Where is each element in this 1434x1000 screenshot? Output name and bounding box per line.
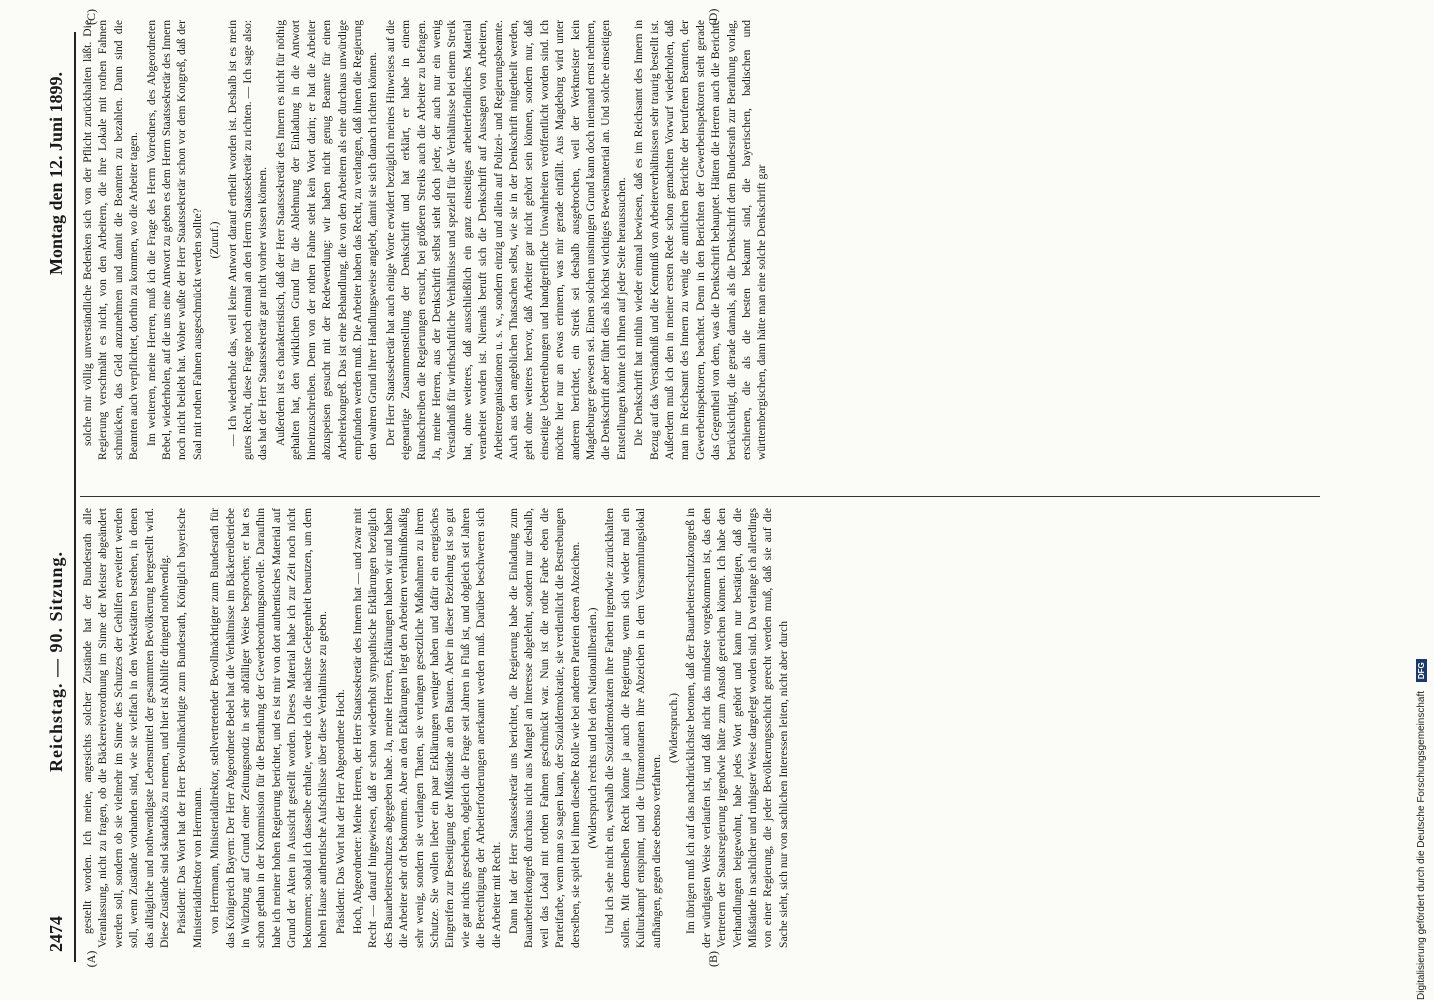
paragraph: Präsident: Das Wort hat der Herr Bevollmächtigte zum Bundesrath, Königlich bayerische Ministerialdirektor von Herrmann. (175, 508, 204, 948)
paragraph: gestellt worden. Ich meine, angesichts solcher Zustände hat der Bundesrath alle Veranlassung, nicht zu fragen, ob die Bäckereiverordnung im Sinne der Meister abgeändert werden soll, sondern ob sie vielmehr im Sinne des Schutzes der Gehilfen erweitert werden soll, wenn Zustände vorhanden sind, wie sie vielfach in den Werkstätten bestehen, in denen das alltägliche und nothwendigste Lebensmittel der gesammten Bevölkerung hergestellt wird. Diese Zustände sind skandalös zu nennen, und hier ist Abhilfe dringend nothwendig. (81, 508, 172, 948)
paragraph: — Ich wiederhole das, weil keine Antwort darauf ertheilt worden ist. Deshalb ist es mein gutes Recht, diese Frage noch einmal an den Herrn Staatssekretär zu richten. — Ich sage also: das hat der Herr Staatssekretär gar nicht vorher wissen können. (225, 20, 270, 460)
paragraph: Und ich sehe nicht ein, weshalb die Sozialdemokraten ihre Farben irgendwie zurückhalten sollen. Mit demselben Recht könnte ja auch die Regierung, wenn sich wieder mal ein Kulturkampf entspinnt, und die Ultramontanen ihre Abzeichen in dem Versammlungslokal aufhängen, gegen diese ebenso verfahren. (603, 508, 663, 948)
column-divider (80, 496, 1320, 497)
paragraph: (Zuruf.) (208, 221, 222, 259)
right-column (80, 20, 1320, 460)
margin-marker-a: (A) (84, 950, 98, 968)
header-rule (74, 32, 76, 962)
paragraph: Dann hat der Herr Staatssekretär uns berichtet, die Regierung habe die Einladung zum Bauarbeiterkongreß durchaus nicht aus Mangel an Interesse abgelehnt, sondern nur deshalb, weil das Lokal mit rothen Fahnen geschmückt war. Nun ist die rothe Farbe eben die Parteifarbe, wenn man so sagen kann, der Sozialdemokratie, sie verdienlicht die Bestrebungen derselben, sie spielt bei ihnen dieselbe Rolle wie bei anderen Parteien deren Abzeichen. (506, 508, 582, 948)
dfg-logo: DFG (1416, 659, 1427, 682)
running-header (44, 32, 70, 962)
paragraph: Außerdem ist es charakteristisch, daß der Herr Staatssekretär des Innern es nicht für nöthig gehalten hat, den wirklichen Grund für die Ablehnung der Einladung in die Antwort hineinzuschreiben. Denn von der rothen Fahne steht kein Wort darin; er hat die Arbeiter abzuspeisen gesucht mit der Redewendung: wir haben nicht genug Beamte für einen Arbeiterkongreß. Das ist eine Behandlung, die von den Arbeitern als eine durchaus unwürdige empfunden werden muß. Die Arbeiter haben das Recht, zu verlangen, daß ihnen die Regierung den wahren Grund ihrer Handlungsweise angiebt, damit sie sich danach richten können. (273, 20, 380, 460)
paragraph: von Herrmann, Ministerialdirektor, stellvertretender Bevollmächtigter zum Bundesrath für das Königreich Bayern: Der Herr Abgeordnete Bebel hat die Verhältnisse im Bäckereibetriebe in Würzburg auf Grund einer Zeitungsnotiz in sehr abfälliger Weise besprochen; er hat es schon gethan in der Kommission für die Berathung der Gewerbeordnungsnovelle. Daraufhin habe ich meiner hohen Regierung berichtet, und es ist mir von dort authentisches Material auf Grund der Akten in Aussicht gestellt worden. Dieses Material habe ich zur Zeit noch nicht bekommen; sobald ich dasselbe erhalte, werde ich die nächste Gelegenheit benutzen, um dem hohen Hause authentische Aufschlüsse über diese Verhältnisse zu geben. (208, 508, 330, 948)
margin-marker-d: (D) (706, 8, 720, 26)
paragraph: Der Herr Staatssekretär hat auch einige Worte erwidert bezüglich meines Hinweises auf die eigenartige Zusammenstellung der Denkschrift und hat erklärt, er habe in einem Rundschreiben die Regierungen ersucht, bei größeren Streiks auch die Arbeiter zu befragen. Ja, meine Herren, aus der Denkschrift selbst sieht doch jeder, der auch nur ein wenig Verständniß für wirthschaftliche Verhältnisse und speziell für die Verhältnisse bei einem Streik hat, ohne weiteres, daß ausschließlich ein ganz einseitiges arbeiterfeindliches Material verarbeitet worden ist. Niemals beruft sich die Denkschrift auf Aussagen von Arbeitern, Arbeiterorganisationen u. s. w., sondern einzig und allein auf Polizei- und Regierungsbeamte. Auch aus den angeblichen Thatsachen selbst, wie sie in der Denkschrift mitgetheilt werden, geht ohne weiteres hervor, daß Arbeiter gar nicht gehört sein können, sondern nur, daß einseitige Uebertreibungen und handgreifliche Unwahrheiten veröffentlicht worden sind. Ich möchte hier nur an etwas erinnern, was mir gerade einfällt. Aus Magdeburg wird unter anderem berichtet, ein Streik sei deshalb ausgebrochen, weil der Werkmeister kein Magdeburger gewesen sei. Einen solchen unsinnigen Grund kann doch niemand ernst nehmen, die Denkschrift aber führt dies als höchst wichtiges Beweismaterial an. Und solche einseitigen Entstellungen könnte ich Ihnen auf jeder Seite heraussuchen. (383, 20, 628, 460)
paragraph: Präsident: Das Wort hat der Herr Abgeordnete Hoch. (333, 689, 347, 934)
session-title: Reichstag. — 90. Sitzung. (46, 550, 66, 772)
paragraph: Im weiteren, meine Herren, muß ich die Frage des Herrn Vorredners, des Abgeordneten Bebel, wiederholen, auf die uns eine Antwort zu geben es dem Herrn Staatssekretär des Innern noch nicht beliebt hat. Woher wußte der Herr Staatssekretär schon vor dem Kongreß, daß der Saal mit rothen Fahnen ausgeschmückt werden sollte? (144, 20, 204, 460)
paragraph: (Widerspruch rechts und bei den Nationalliberalen.) (586, 607, 599, 849)
margin-marker-c: (C) (84, 9, 98, 25)
digitization-note (1416, 10, 1432, 1000)
paragraph: (Widerspruch.) (667, 692, 681, 764)
paragraph: Im übrigen muß ich auf das nachdrücklichste betonen, daß der Bauarbeiterschutzkongreß in der würdigsten Weise verlaufen ist, und daß nicht das mindeste vorgekommen ist, das den Vertretern der Staatsregierung irgendwie hätte zum Anstoß gereichen können. Ich habe den Verhandlungen beigewohnt, habe jedes Wort gehört und kann nur bestätigen, daß die Mißstände in sachlicher und ruhigster Weise dargelegt worden sind. Da verlange ich allerdings von einer Regierung, die jeder Bevölkerungsschicht gerecht werden muß, daß sie auf die Sache sieht, sich nur von sachlichen Interessen leiten, nicht aber durch (684, 508, 790, 948)
digitization-credit: Digitalisierung gefördert durch die Deutsche Forschungsgemeinschaft (1416, 690, 1427, 1000)
page-number: 2474 (46, 916, 66, 952)
session-date: Montag den 12. Juni 1899. (46, 72, 66, 276)
paragraph: solche mir völlig unverständliche Bedenken sich von der Pflicht zurückhalten läßt. Die Regierung verschmäht es nicht, von den Arbeitern, die ihre Lokale mit rothen Fahnen schmücken, das Geld anzunehmen und damit die Beamten zu bezahlen. Dann sind die Beamten auch verpflichtet, dorthin zu kommen, wo die Arbeiter tagen. (81, 20, 141, 460)
margin-marker-b: (B) (706, 951, 720, 967)
paragraph: Hoch, Abgeordneter: Meine Herren, der Herr Staatssekretär des Innern hat — und zwar mit Recht — darauf hingewiesen, daß er schon wiederholt sympathische Erklärungen bezüglich des Bauarbeiterschutzes abgegeben habe. Ja, meine Herren, Erklärungen haben wir und haben die Arbeiter sehr oft bekommen. Aber an den Erklärungen liegt den Arbeitern verhältnißmäßig sehr wenig, sondern sie verlangen Thaten, sie verlangen gesetzliche Maßnahmen zu ihrem Schutze. Sie wollen lieber ein paar Erklärungen weniger haben und dafür ein energisches Eingreifen zur Beseitigung der Mißstände an den Bauten. Aber in dieser Beziehung ist so gut wie gar nichts geschehen, obgleich die Frage seit Jahren in Fluß ist, und obgleich seit Jahren die Berechtigung der Arbeiterforderungen anerkannt werden muß. Darüber beschweren sich die Arbeiter mit Recht. (350, 508, 503, 948)
paragraph: Die Denkschrift hat mithin wieder einmal bewiesen, daß es im Reichsamt des Innern in Bezug auf das Verständniß und die Kenntniß von Arbeiterverhältnissen sehr traurig bestellt ist. Außerdem muß ich den in meiner ersten Rede schon gemachten Vorwurf wiederholen, daß man im Reichsamt des Innern zu wenig die amtlichen Berichte der berufenen Beamten, der Gewerbeinspektoren, beachtet. Denn in den Berichten der Gewerbeinspektoren steht gerade das Gegentheil von dem, was die Denkschrift behauptet. Hätten die Herren auch die Berichte berücksichtigt, die gerade damals, als die Denkschrift dem Bundesrath zur Berathung vorlag, erschienen, die als die besten bekannt sind, die bayerischen, badischen und württembergischen, dann hätte man eine solche Denkschrift gar (632, 20, 769, 460)
left-column (80, 508, 1320, 948)
